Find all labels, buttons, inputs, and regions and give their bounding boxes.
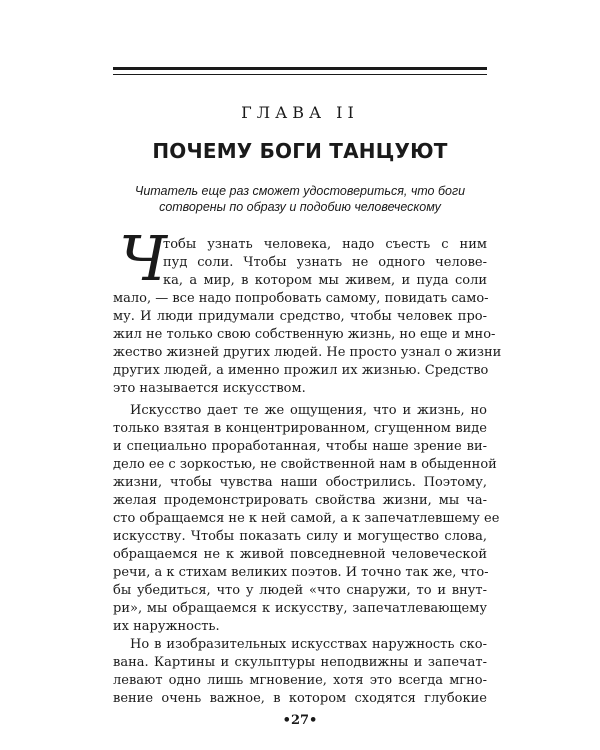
text-line: тобы узнать человека, надо съесть с ним [163,237,487,252]
text-line: жизни, чтобы чувства наши обострились. Поэтому, [113,475,487,490]
text-line: ри», мы обращаемся к искусству, запечатлевающему [113,601,487,616]
chapter-title: ПОЧЕМУ БОГИ ТАНЦУЮТ [152,139,448,163]
text-line: Искусство дает те же ощущения, что и жизнь, но [130,403,487,418]
drop-cap: Ч [119,222,167,295]
text-line: мало, — все надо попробовать самому, повидать само- [113,291,489,306]
header-rule-thick [113,67,487,70]
text-line: речи, а к стихам великих поэтов. И точно так же, что- [113,565,489,580]
text-line: только взятая в концентрированном, сгущенном виде [113,421,487,436]
text-line: ка, а мир, в котором мы живем, и пуда соли [163,273,487,288]
text-line: жил не только свою собственную жизнь, но еще и мно- [113,327,496,342]
text-line: бы убедиться, что у людей «что снаружи, то и внут- [113,583,487,598]
text-line: вана. Картины и скульптуры неподвижны и запечат- [113,655,487,670]
text-line: других людей, а именно прожил их жизнью. Средство [113,363,489,378]
text-line: Но в изобразительных искусствах наружность ско- [130,637,487,652]
chapter-heading: ГЛАВА II [241,103,359,122]
epigraph-line: сотворены по образу и подобию человеческому [159,200,441,214]
text-line: вение очень важное, в котором сходятся глубокие [113,691,487,706]
text-line: сто обращаемся не к ней самой, а к запечатлевшему ее [113,511,500,526]
text-line: жество жизней других людей. Не просто узнал о жизни [113,345,502,360]
text-line: их наружность. [113,619,220,634]
text-line: дело ее с зоркостью, не свойственной нам в обыденной [113,457,497,472]
text-line: пуд соли. Чтобы узнать не одного челове- [163,255,487,270]
epigraph [113,183,487,215]
page-number: •27• [282,713,318,728]
text-line: это называется искусством. [113,381,306,396]
text-line: му. И люди придумали средство, чтобы человек про- [113,309,487,324]
text-line: и специально проработанная, чтобы наше зрение ви- [113,439,487,454]
header-rule-thin [113,74,487,75]
text-line: левают одно лишь мгновение, хотя это всегда мгно- [113,673,487,688]
text-line: обращаемся не к живой повседневной человеческой [113,547,487,562]
text-line: искусству. Чтобы показать силу и могущество слова, [113,529,487,544]
text-line: желая продемонстрировать свойства жизни, мы ча- [113,493,487,508]
epigraph-line: Читатель еще раз сможет удостовериться, что боги [134,184,466,198]
